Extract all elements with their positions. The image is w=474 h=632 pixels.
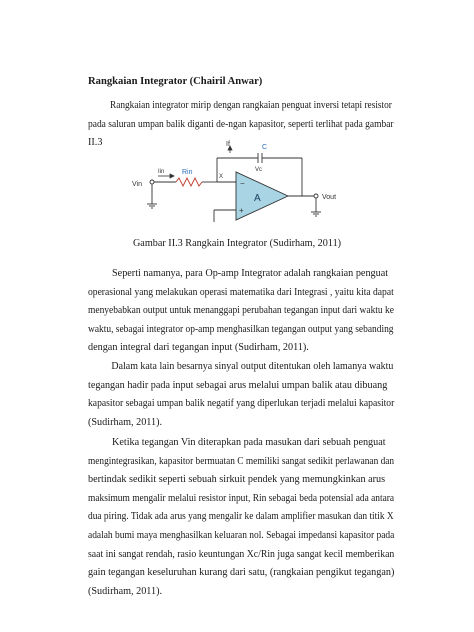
text-line: waktu, sebagai integrator op-amp menghasilkan tegangan output yang sebanding [88,323,394,335]
text-line: kapasitor sebagai umpan balik negatif yang diperlukan terjadi melalui kapasitor [88,398,395,410]
c-label: C [262,144,268,151]
if-label: If [226,141,230,148]
text-line: tegangan hadir pada input sebagai arus melalui umpan balik atau dibuang [88,379,388,391]
vout-label: Vout [322,194,337,201]
text-line: Dalam kata lain besarnya sinyal output ditentukan oleh lamanya waktu [111,361,394,372]
text-line: Seperti namanya, para Op-amp Integrator adalah rangkaian penguat [112,268,389,279]
text-line: Ketika tegangan Vin diterapkan pada masukan dari sebuah penguat [112,437,386,448]
text-line: (Sudirham, 2011). [88,585,163,597]
x-label: X [219,174,224,180]
section-heading: Rangkaian Integrator (Chairil Anwar) [88,76,263,87]
text-line: bertindak sedikit seperti sebuah sirkuit pendek yang memungkinkan arus [88,474,386,486]
text-line: dua piring. Tidak ada arus yang mengalir ke dalam amplifier masukan dan titik X [88,511,394,523]
text-line: operasional yang melakukan operasi matematika dari Integrasi , yaitu kita dapat [88,286,394,298]
text-line: II.3 [88,137,103,149]
text-line: adalah bumi maya menghasilkan keluaran nol. Sebagai impedansi kapasitor pada [88,529,395,541]
vc-label: Vc [255,167,263,173]
integrator-circuit-diagram [118,140,358,230]
rin-label: Rin [182,169,193,176]
text-line: dengan integral dari tegangan input (Sudirham, 2011). [88,342,309,354]
paragraph-3 [88,434,394,601]
text-line: maksimum mengalir melalui resistor input, Rin sebagai beda potensial ada antara [88,492,395,504]
text-line: (Sudirham, 2011). [88,416,163,428]
plus-label: + [239,206,244,215]
text-line: saat ini sangat rendah, rasio keuntungan Xc/Rin juga sangat kecil memberikan [88,548,395,560]
amp-label: A [254,193,261,204]
text-line: gain tegangan keseluruhan kurang dari satu, (rangkaian pengikut tegangan) [88,567,395,579]
text-line: mengintegrasikan, kapasitor bermuatan C memiliki sangat sedikit perlawanan dan [88,455,395,467]
text-line: Rangkaian integrator mirip dengan rangkaian penguat inversi tetapi resistor [109,100,392,111]
text-line: pada saluran umpan balik diganti de-ngan kapasitor, seperti terlihat pada gambar [88,118,394,130]
iin-label: Iin [158,169,165,175]
text-line: menyebabkan output untuk menanggapi perubahan tegangan input dari waktu ke [88,305,394,317]
figure-caption: Gambar II.3 Rangkain Integrator (Sudirham, 2011) [132,238,342,249]
paragraph-2 [88,358,394,432]
minus-label: − [240,179,245,188]
paragraph-1 [88,265,394,358]
vin-label: Vin [132,181,142,188]
